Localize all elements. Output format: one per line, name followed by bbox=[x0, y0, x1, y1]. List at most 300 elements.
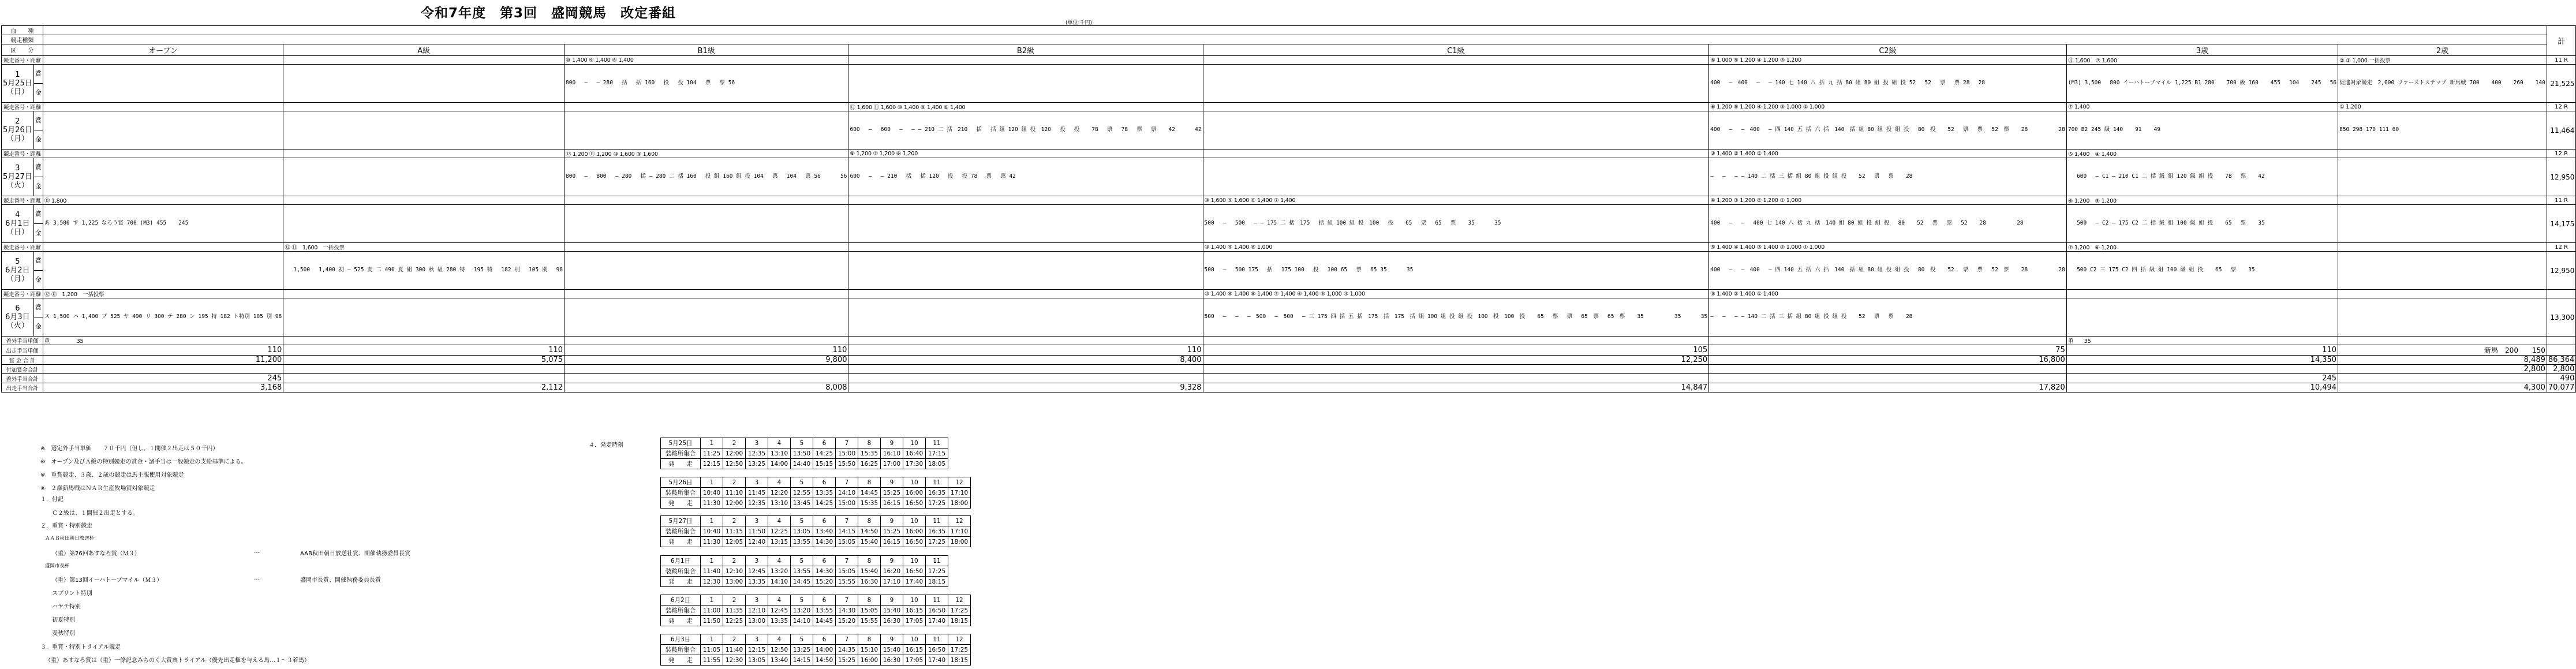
table-row bbox=[2, 243, 2576, 252]
summary-label: 出走手当単価 bbox=[2, 345, 43, 356]
race-distance: ⑩ 1,400 ⑨ 1,400 ⑧ 1,000 bbox=[1203, 243, 1709, 252]
gather-time: 11:15 bbox=[723, 526, 746, 537]
race-distance bbox=[2066, 290, 2338, 298]
day-total: 13,300 bbox=[2547, 298, 2576, 337]
post-time: 16:00 bbox=[858, 655, 881, 666]
race-number: 8 bbox=[858, 595, 881, 606]
race-number-label: 6月1日 bbox=[661, 556, 701, 566]
prize-block: ス 1,500 ハ 1,400 プ 525 ヤ 490 リ 300 テ 280 ン 195 特 182 ト特別 105 別 98 bbox=[43, 298, 283, 337]
race-number: 6 bbox=[813, 438, 836, 449]
class-header: オープン bbox=[43, 44, 283, 56]
race-distance: ⑫ ⑪ 1,200 一括投票 bbox=[43, 290, 283, 298]
post-time: 17:00 bbox=[881, 459, 903, 469]
post-time: 17:40 bbox=[903, 577, 926, 587]
summary-label: 賞 金 合 計 bbox=[2, 356, 43, 365]
post-time: 12:30 bbox=[723, 655, 746, 666]
race-number-label: 5月25日 bbox=[661, 438, 701, 449]
note-line: ※ 選定外手当単価 ７０千円（但し、１開催２出走は５０千円） bbox=[40, 446, 219, 452]
prize-block: 600 ― ― 210 括 括 120 投 投 78 票 票 42 bbox=[848, 158, 1203, 196]
race-number: 10 bbox=[903, 438, 926, 449]
prize-total: 16,800 bbox=[1709, 356, 2067, 365]
gather-time: 12:10 bbox=[746, 606, 768, 616]
prize-block: 500 C2 三 175 C2 四 括 級 組 100 級 組 投 65 票 35 bbox=[2066, 252, 2338, 290]
table-cell bbox=[848, 374, 1203, 383]
race-number: 1 bbox=[701, 634, 723, 645]
prize-block: 500 ― C2 ― 175 C2 二 括 級 組 100 級 組 投 65 票 35 bbox=[2066, 205, 2338, 243]
gather-time: 12:35 bbox=[746, 449, 768, 459]
post-time: 17:25 bbox=[926, 498, 948, 509]
post-time-label: 発 走 bbox=[661, 459, 701, 469]
table-row bbox=[2, 383, 2576, 393]
prize-total: 86,364 bbox=[2547, 356, 2576, 365]
race-number: 10 bbox=[903, 634, 926, 645]
prize-block bbox=[564, 252, 848, 290]
run-fee-total: 2,112 bbox=[283, 383, 564, 393]
post-time: 14:10 bbox=[768, 577, 791, 587]
table-row bbox=[2, 196, 2576, 205]
race-number: 3 bbox=[746, 634, 768, 645]
race-number: 5 bbox=[791, 595, 813, 606]
race-number: 4 bbox=[768, 595, 791, 606]
post-time: 14:10 bbox=[791, 616, 813, 626]
table-row bbox=[2, 252, 2576, 271]
race-distance bbox=[43, 103, 283, 111]
page-title: 令和7年度 第3回 盛岡競馬 改定番組 bbox=[420, 6, 676, 21]
gather-time: 17:15 bbox=[926, 449, 948, 459]
race-number: 2 bbox=[723, 477, 746, 488]
post-time: 16:15 bbox=[881, 498, 903, 509]
gather-time: 16:35 bbox=[926, 526, 948, 537]
race-distance bbox=[2338, 290, 2547, 298]
day-total: 12,950 bbox=[2547, 252, 2576, 290]
gather-time: 13:20 bbox=[768, 566, 791, 577]
prize-block: 500 ― 500 ― ― 175 二 括 175 括 組 100 組 投 100 投 65 票 65 票 35 35 bbox=[1203, 205, 1709, 243]
distance-label: 競走番号・距離 bbox=[2, 196, 43, 205]
prize-block bbox=[848, 252, 1203, 290]
post-time: 11:55 bbox=[701, 655, 723, 666]
race-number: 3 bbox=[746, 438, 768, 449]
table-row bbox=[2, 35, 2576, 44]
post-time-label: 発 走 bbox=[661, 577, 701, 587]
race-number: 7 bbox=[836, 556, 858, 566]
post-time: 17:40 bbox=[926, 616, 948, 626]
gather-time: 14:00 bbox=[813, 645, 836, 655]
table-row bbox=[2, 290, 2576, 298]
note-line: （重）あすなろ賞は（重）一條記念みちのく大賞典トライアル（優先出走権を与える馬…１～３着馬） bbox=[45, 657, 310, 664]
prize-label: 金 bbox=[33, 271, 43, 290]
gather-time: 10:40 bbox=[701, 488, 723, 498]
post-time: 17:40 bbox=[926, 655, 948, 666]
race-distance: ⑦ 1,200 ⑥ 1,200 bbox=[2066, 243, 2338, 252]
prize-block bbox=[43, 65, 283, 103]
race-distance: ⑩ 1,400 ⑨ 1,400 ⑧ 1,400 bbox=[564, 56, 848, 65]
run-fee: 110 bbox=[2066, 345, 2338, 356]
table-cell bbox=[2547, 337, 2576, 345]
race-program-table bbox=[1, 25, 2576, 393]
prize-block: 1,500 1,400 初 ― 525 麦 二 490 夏 組 300 秋 組 280 特 195 特 182 別 105 別 98 bbox=[283, 252, 564, 290]
gather-time: 17:10 bbox=[948, 526, 971, 537]
gather-time: 12:50 bbox=[768, 645, 791, 655]
race-count: 12 R bbox=[2547, 243, 2576, 252]
race-count bbox=[2547, 290, 2576, 298]
race-number: 10 bbox=[903, 556, 926, 566]
post-time: 12:05 bbox=[723, 537, 746, 547]
day-total: 12,950 bbox=[2547, 158, 2576, 196]
prize-block: 500 ― 500 175 括 175 100 投 100 65 票 65 35 35 bbox=[1203, 252, 1709, 290]
post-time: 12:00 bbox=[723, 498, 746, 509]
post-time: 14:15 bbox=[791, 655, 813, 666]
note-line: ※ ２歳新馬戦はＮＡＲ生産牧場賞対象競走 bbox=[40, 485, 155, 492]
gather-time: 14:10 bbox=[836, 488, 858, 498]
class-header: C1級 bbox=[1203, 44, 1709, 56]
header-label: 血 種 bbox=[2, 26, 43, 35]
gather-time: 12:00 bbox=[723, 449, 746, 459]
post-time: 15:15 bbox=[813, 459, 836, 469]
post-time: 14:40 bbox=[791, 459, 813, 469]
gather-time: 15:05 bbox=[858, 606, 881, 616]
prize-label: 賞 bbox=[33, 158, 43, 177]
race-distance: ⑤ 1,400 ④ 1,400 ③ 1,400 ② 1,000 ① 1,000 bbox=[1709, 243, 2067, 252]
start-time-table bbox=[660, 477, 971, 509]
table-cell bbox=[564, 365, 848, 374]
race-date: 5 6月2日 （月） bbox=[2, 252, 34, 290]
run-fee: 105 bbox=[1203, 345, 1709, 356]
post-time: 15:35 bbox=[858, 498, 881, 509]
race-distance bbox=[564, 243, 848, 252]
added-prize: 2,800 bbox=[2338, 365, 2547, 374]
race-number: 6 bbox=[813, 595, 836, 606]
post-time: 16:50 bbox=[903, 537, 926, 547]
post-time: 14:50 bbox=[813, 655, 836, 666]
race-number: 8 bbox=[858, 516, 881, 526]
gather-time-label: 装鞍所集合 bbox=[661, 488, 701, 498]
prize-label: 賞 bbox=[33, 65, 43, 84]
race-number: 7 bbox=[836, 595, 858, 606]
summary-label: 着外手当合計 bbox=[2, 374, 43, 383]
prize-block bbox=[1203, 111, 1709, 150]
gather-time: 11:00 bbox=[701, 606, 723, 616]
table-cell: 245 bbox=[43, 374, 283, 383]
race-number: 4 bbox=[768, 634, 791, 645]
race-count: 12 R bbox=[2547, 103, 2576, 111]
race-count: 11 R bbox=[2547, 56, 2576, 65]
post-time: 15:05 bbox=[836, 537, 858, 547]
prize-block: 600 ― C1 ― 210 C1 二 括 級 組 120 級 組 投 78 票 42 bbox=[2066, 158, 2338, 196]
run-fee: 110 bbox=[283, 345, 564, 356]
table-row bbox=[2, 356, 2576, 365]
run-fee-total: 9,328 bbox=[848, 383, 1203, 393]
race-distance: ⑩ 1,600 ⑨ 1,600 ⑧ 1,400 ⑦ 1,400 bbox=[1203, 196, 1709, 205]
race-number: 11 bbox=[926, 634, 948, 645]
table-row bbox=[2, 26, 2576, 35]
gather-time: 12:10 bbox=[723, 566, 746, 577]
gather-time: 16:35 bbox=[926, 488, 948, 498]
race-number: 3 bbox=[746, 516, 768, 526]
race-number: 3 bbox=[746, 556, 768, 566]
post-time: 13:10 bbox=[768, 498, 791, 509]
post-time: 15:55 bbox=[858, 616, 881, 626]
race-number: 1 bbox=[701, 556, 723, 566]
start-time-table bbox=[660, 634, 971, 666]
table-cell: 重 35 bbox=[43, 337, 283, 345]
race-distance: ③ 1,400 ② 1,400 ① 1,400 bbox=[1709, 290, 2067, 298]
post-time: 15:40 bbox=[858, 537, 881, 547]
table-row bbox=[2, 111, 2576, 130]
prize-label: 金 bbox=[33, 84, 43, 103]
gather-time: 15:40 bbox=[858, 566, 881, 577]
gather-time: 15:05 bbox=[836, 566, 858, 577]
gather-time: 15:40 bbox=[881, 606, 903, 616]
note-line: ３．重賞・特別トライアル競走 bbox=[40, 644, 121, 651]
distance-label: 競走番号・距離 bbox=[2, 150, 43, 158]
race-count: 11 R bbox=[2547, 196, 2576, 205]
race-number-label: 5月27日 bbox=[661, 516, 701, 526]
gather-time: 16:20 bbox=[881, 566, 903, 577]
post-time: 16:25 bbox=[858, 459, 881, 469]
note-line: スプリント特別 bbox=[52, 590, 92, 597]
gather-time: 11:50 bbox=[746, 526, 768, 537]
post-time: 17:05 bbox=[903, 655, 926, 666]
prize-block: 400 ― ― 400 七 140 八 括 九 括 140 組 80 組 投 組 投 80 52 票 票 52 28 28 bbox=[1709, 205, 2067, 243]
race-distance: ① 1,200 bbox=[2338, 103, 2547, 111]
race-distance bbox=[43, 243, 283, 252]
table-cell bbox=[43, 365, 283, 374]
table-cell bbox=[1709, 365, 2067, 374]
race-number-label: 5月26日 bbox=[661, 477, 701, 488]
race-number: 10 bbox=[903, 595, 926, 606]
header-label: 区 分 bbox=[2, 44, 43, 56]
post-time: 18:05 bbox=[926, 459, 948, 469]
race-date: 6 6月3日 （火） bbox=[2, 298, 34, 337]
post-time: 16:50 bbox=[903, 498, 926, 509]
race-number: 1 bbox=[701, 595, 723, 606]
note-line: 初夏特別 bbox=[52, 617, 75, 623]
class-header: A級 bbox=[283, 44, 564, 56]
prize-block bbox=[2066, 298, 2338, 337]
added-prize-total: 2,800 bbox=[2547, 365, 2576, 374]
prize-total: 8,400 bbox=[848, 356, 1203, 365]
summary-label: 出走手当合計 bbox=[2, 383, 43, 393]
distance-label: 競走番号・距離 bbox=[2, 290, 43, 298]
start-time-table bbox=[660, 595, 971, 626]
gather-time: 16:15 bbox=[903, 606, 926, 616]
gather-time: 13:20 bbox=[791, 606, 813, 616]
prize-block bbox=[283, 205, 564, 243]
day-total: 21,525 bbox=[2547, 65, 2576, 103]
table-row bbox=[2, 44, 2576, 56]
table-cell bbox=[43, 26, 2547, 35]
post-time: 15:25 bbox=[836, 655, 858, 666]
race-number-label: 6月3日 bbox=[661, 634, 701, 645]
gather-time: 13:50 bbox=[791, 449, 813, 459]
race-distance bbox=[283, 56, 564, 65]
post-time: 16:30 bbox=[881, 616, 903, 626]
distance-label: 競走番号・距離 bbox=[2, 56, 43, 65]
race-number: 7 bbox=[836, 438, 858, 449]
prize-label: 賞 bbox=[33, 298, 43, 317]
post-time: 15:55 bbox=[836, 577, 858, 587]
race-number: 5 bbox=[791, 634, 813, 645]
summary-label: 着外手当単価 bbox=[2, 337, 43, 345]
prize-block bbox=[2338, 158, 2547, 196]
prize-block bbox=[283, 298, 564, 337]
table-cell bbox=[564, 337, 848, 345]
prize-block bbox=[43, 158, 283, 196]
prize-label: 金 bbox=[33, 224, 43, 243]
table-row bbox=[2, 150, 2576, 158]
gather-time-label: 装鞍所集合 bbox=[661, 526, 701, 537]
prize-block bbox=[564, 111, 848, 150]
race-distance: ⑥ 1,000 ⑤ 1,200 ④ 1,200 ③ 1,200 bbox=[1709, 56, 2067, 65]
table-row bbox=[2, 345, 2576, 356]
run-fee-total: 10,494 bbox=[2066, 383, 2338, 393]
prize-block: ― ― ― ― 140 二 括 三 括 組 80 組 投 組 投 52 票 票 28 bbox=[1709, 158, 2067, 196]
gather-time: 14:25 bbox=[813, 449, 836, 459]
race-distance: ⑪ 1,800 bbox=[43, 196, 283, 205]
gather-time: 16:50 bbox=[903, 566, 926, 577]
race-number: 2 bbox=[723, 556, 746, 566]
post-time: 16:30 bbox=[858, 577, 881, 587]
gather-time: 14:50 bbox=[858, 526, 881, 537]
table-cell: 245 bbox=[2066, 374, 2338, 383]
prize-block bbox=[848, 298, 1203, 337]
prize-label: 賞 bbox=[33, 252, 43, 271]
run-fee-total: 4,300 bbox=[2338, 383, 2547, 393]
race-number-label: 6月2日 bbox=[661, 595, 701, 606]
gather-time: 13:55 bbox=[813, 606, 836, 616]
race-number: 3 bbox=[746, 595, 768, 606]
post-time: 11:30 bbox=[701, 498, 723, 509]
race-number: 5 bbox=[791, 556, 813, 566]
race-date: 2 5月26日 （月） bbox=[2, 111, 34, 150]
post-time: 18:00 bbox=[948, 537, 971, 547]
total-header: 計 bbox=[2547, 26, 2576, 56]
race-number: 4 bbox=[768, 556, 791, 566]
gather-time: 12:25 bbox=[768, 526, 791, 537]
note-line: … bbox=[254, 548, 260, 555]
gather-time: 13:35 bbox=[813, 488, 836, 498]
post-time: 13:00 bbox=[723, 577, 746, 587]
gather-time-label: 装鞍所集合 bbox=[661, 645, 701, 655]
race-number: 10 bbox=[903, 516, 926, 526]
race-distance: ⑩ 1,400 ⑨ 1,400 ⑧ 1,400 ⑦ 1,400 ⑥ 1,400 ⑤ 1,000 ④ 1,000 bbox=[1203, 290, 1709, 298]
table-cell bbox=[283, 374, 564, 383]
table-cell bbox=[2338, 337, 2547, 345]
gather-time: 13:10 bbox=[768, 449, 791, 459]
prize-block: 600 ― 600 ― ― ― 210 二 括 210 括 括 組 120 組 投 120 投 投 78 票 78 票 票 42 42 bbox=[848, 111, 1203, 150]
gather-time: 14:35 bbox=[836, 645, 858, 655]
note-line: （重）第13回イーハトーブマイル（Ｍ３） bbox=[52, 577, 163, 584]
race-number: 9 bbox=[881, 556, 903, 566]
post-time: 13:00 bbox=[746, 616, 768, 626]
prize-block bbox=[283, 158, 564, 196]
start-time-table bbox=[660, 438, 948, 469]
race-number: 11 bbox=[926, 438, 948, 449]
race-distance bbox=[2338, 150, 2547, 158]
race-distance: ⑥ 1,200 ⑤ 1,200 ④ 1,200 ③ 1,000 ② 1,000 bbox=[1709, 103, 2067, 111]
table-cell bbox=[1203, 365, 1709, 374]
prize-block bbox=[564, 298, 848, 337]
post-time: 13:25 bbox=[746, 459, 768, 469]
race-date: 1 5月25日 （日） bbox=[2, 65, 34, 103]
gather-time: 16:00 bbox=[903, 526, 926, 537]
post-time: 14:30 bbox=[813, 537, 836, 547]
gather-time: 17:25 bbox=[948, 645, 971, 655]
gather-time: 11:25 bbox=[701, 449, 723, 459]
race-number: 11 bbox=[926, 595, 948, 606]
prize-total: 9,800 bbox=[564, 356, 848, 365]
race-distance: ③ 1,400 ② 1,400 ① 1,400 bbox=[1709, 150, 2067, 158]
gather-time: 13:40 bbox=[813, 526, 836, 537]
race-distance: ⑥ 1,200 ⑤ 1,200 bbox=[2066, 196, 2338, 205]
race-date: 3 5月27日 （火） bbox=[2, 158, 34, 196]
day-total: 14,175 bbox=[2547, 205, 2576, 243]
table-row bbox=[2, 298, 2576, 317]
table-cell bbox=[848, 337, 1203, 345]
post-time: 17:25 bbox=[926, 537, 948, 547]
prize-block bbox=[2338, 205, 2547, 243]
run-fee: 新馬 200 150 bbox=[2338, 345, 2547, 356]
post-time: 16:15 bbox=[881, 537, 903, 547]
prize-block bbox=[1203, 65, 1709, 103]
prize-block: 促進対象競走 2,000 ファーストステップ 新馬戦 700 400 260 140 bbox=[2338, 65, 2547, 103]
note-line: ※ 重賞競走、３歳、２歳の競走は馬主服使用対象競走 bbox=[40, 472, 184, 479]
gather-time: 11:40 bbox=[723, 645, 746, 655]
post-time: 13:40 bbox=[768, 655, 791, 666]
race-number: 9 bbox=[881, 516, 903, 526]
prize-block bbox=[43, 111, 283, 150]
prize-block bbox=[2338, 252, 2547, 290]
note-line: ※ オープン及びＡ級の特別競走の賞金・諸手当は一般競走の支給基準による。 bbox=[40, 459, 247, 465]
gather-time: 16:15 bbox=[903, 645, 926, 655]
prize-total: 8,489 bbox=[2338, 356, 2547, 365]
post-time: 12:25 bbox=[723, 616, 746, 626]
unit-label: (単位:千円) bbox=[1065, 20, 1092, 26]
summary-label: 付加賞金合計 bbox=[2, 365, 43, 374]
gather-time: 15:00 bbox=[836, 449, 858, 459]
post-time: 12:35 bbox=[746, 498, 768, 509]
prize-block bbox=[848, 65, 1203, 103]
table-cell: 490 bbox=[2547, 374, 2576, 383]
post-time: 15:20 bbox=[836, 616, 858, 626]
race-distance bbox=[848, 290, 1203, 298]
distance-label: 競走番号・距離 bbox=[2, 243, 43, 252]
gather-time: 14:45 bbox=[858, 488, 881, 498]
note-line: （重）第26回あすなろ賞（Ｍ３） bbox=[52, 551, 140, 557]
gather-time: 15:35 bbox=[858, 449, 881, 459]
race-number: 5 bbox=[791, 438, 813, 449]
note-line: ＡＡＢ秋田朝日放送杯 bbox=[45, 536, 95, 541]
gather-time: 14:30 bbox=[836, 606, 858, 616]
class-header: B1級 bbox=[564, 44, 848, 56]
race-distance bbox=[1203, 103, 1709, 111]
prize-block: 800 ― 800 ― 280 括 ― 280 二 括 160 投 組 160 組 投 104 票 104 票 56 56 bbox=[564, 158, 848, 196]
prize-label: 賞 bbox=[33, 111, 43, 130]
start-time-table bbox=[660, 555, 948, 587]
prize-block bbox=[283, 65, 564, 103]
post-time: 17:30 bbox=[903, 459, 926, 469]
race-count: 12 R bbox=[2547, 150, 2576, 158]
race-distance: ⑫ 1,200 ⑪ 1,200 ⑩ 1,600 ⑨ 1,600 bbox=[564, 150, 848, 158]
table-cell bbox=[43, 35, 2547, 44]
gather-time: 10:40 bbox=[701, 526, 723, 537]
table-row bbox=[2, 337, 2576, 345]
gather-time: 14:30 bbox=[813, 566, 836, 577]
race-number: 8 bbox=[858, 477, 881, 488]
race-distance: ⑪ 1,600 ⑦ 1,600 bbox=[2066, 56, 2338, 65]
prize-block: 400 ― ― 400 ― 四 140 五 括 六 括 140 括 組 80 組 投 組 投 80 投 52 票 票 52 票 28 28 bbox=[1709, 252, 2067, 290]
race-distance bbox=[43, 56, 283, 65]
